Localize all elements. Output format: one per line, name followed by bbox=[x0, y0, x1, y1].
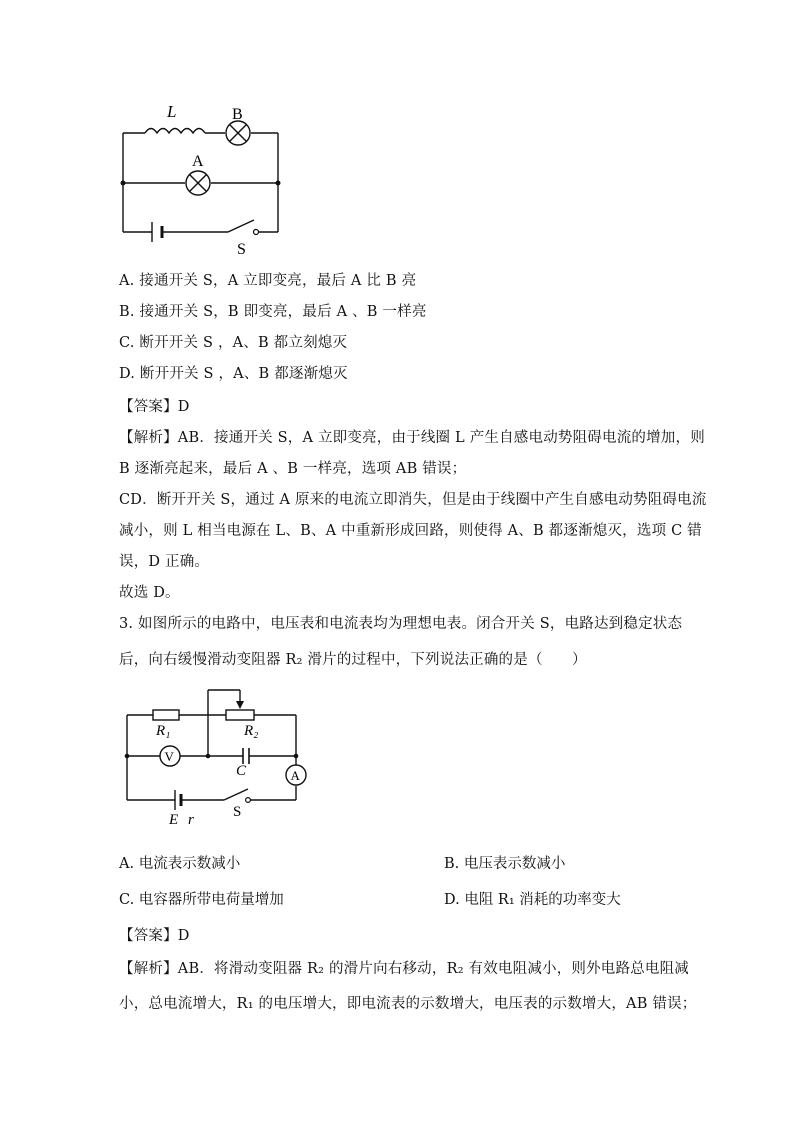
lamp-b-icon bbox=[226, 121, 250, 145]
label-e: E bbox=[169, 812, 179, 828]
switch-contact-icon bbox=[254, 230, 259, 235]
q2-option-d: D. 断开开关 S ，A、B 都逐渐熄灭 bbox=[119, 366, 348, 382]
q3-stem-line-1: 3. 如图所示的电路中，电压表和电流表均为理想电表。闭合开关 S，电路达到稳定状态 bbox=[119, 616, 683, 632]
circuit-diagram-1 bbox=[110, 95, 295, 255]
q3-analysis-line-1: 【解析】AB．将滑动变阻器 R₂ 的滑片向右移动，R₂ 有效电阻减小，则外电路总电阻减 bbox=[119, 961, 690, 977]
capacitor-icon bbox=[243, 748, 249, 764]
label-r2: R₂ bbox=[244, 723, 259, 739]
q3-option-b: B. 电压表示数减小 bbox=[444, 856, 566, 872]
q3-answer: 【答案】D bbox=[119, 928, 190, 944]
q3-option-a: A. 电流表示数减小 bbox=[119, 856, 241, 872]
q3-option-c: C. 电容器所带电荷量增加 bbox=[119, 892, 284, 908]
label-r: r bbox=[188, 812, 194, 828]
ammeter-label: A bbox=[290, 768, 300, 783]
q2-analysis-line-1: 【解析】AB．接通开关 S，A 立即变亮，由于线圈 L 产生自感电动势阻碍电流的增加，则 bbox=[119, 430, 705, 446]
lamp-a-icon bbox=[186, 171, 210, 195]
q3-analysis-line-2: 小，总电流增大，R₁ 的电压增大，即电流表的示数增大，电压表的示数增大，AB 错误； bbox=[119, 996, 697, 1012]
q3-stem-line-2: 后，向右缓慢滑动变阻器 R₂ 滑片的过程中，下列说法正确的是（ ） bbox=[119, 652, 587, 668]
label-r1: R₁ bbox=[156, 723, 171, 739]
q2-answer: 【答案】D bbox=[119, 399, 190, 415]
q2-analysis-line-4: 减小，则 L 相当电源在 L、B、A 中重新形成回路，则使得 A、B 都逐渐熄灭，选项 C 错 bbox=[119, 523, 702, 539]
q2-analysis-line-3: CD．断开开关 S，通过 A 原来的电流立即消失，但是由于线圈中产生自感电动势阻碍电流 bbox=[119, 492, 707, 508]
q2-option-b: B. 接通开关 S，B 即变亮，最后 A 、B 一样亮 bbox=[119, 304, 427, 320]
circuit-diagram-2 bbox=[118, 685, 318, 830]
label-s: S bbox=[233, 804, 242, 820]
q3-option-d: D. 电阻 R₁ 消耗的功率变大 bbox=[444, 892, 621, 908]
q2-analysis-line-6: 故选 D。 bbox=[119, 585, 180, 601]
label-l: L bbox=[167, 102, 177, 121]
battery-icon bbox=[175, 790, 181, 810]
label-c: C bbox=[236, 763, 247, 779]
voltmeter-label: V bbox=[164, 749, 174, 764]
q2-analysis-line-2: B 逐渐亮起来，最后 A 、B 一样亮，选项 AB 错误； bbox=[119, 461, 467, 477]
battery-icon bbox=[152, 222, 162, 242]
q2-analysis-line-5: 误，D 正确。 bbox=[119, 554, 210, 570]
slider-arrow-icon bbox=[236, 701, 244, 709]
q2-option-a: A. 接通开关 S，A 立即变亮，最后 A 比 B 亮 bbox=[119, 273, 417, 289]
label-s: S bbox=[237, 241, 246, 255]
label-b: B bbox=[232, 106, 243, 123]
label-a: A bbox=[192, 153, 204, 170]
switch-contact-icon bbox=[246, 798, 251, 803]
q2-option-c: C. 断开开关 S ，A、B 都立刻熄灭 bbox=[119, 335, 348, 351]
